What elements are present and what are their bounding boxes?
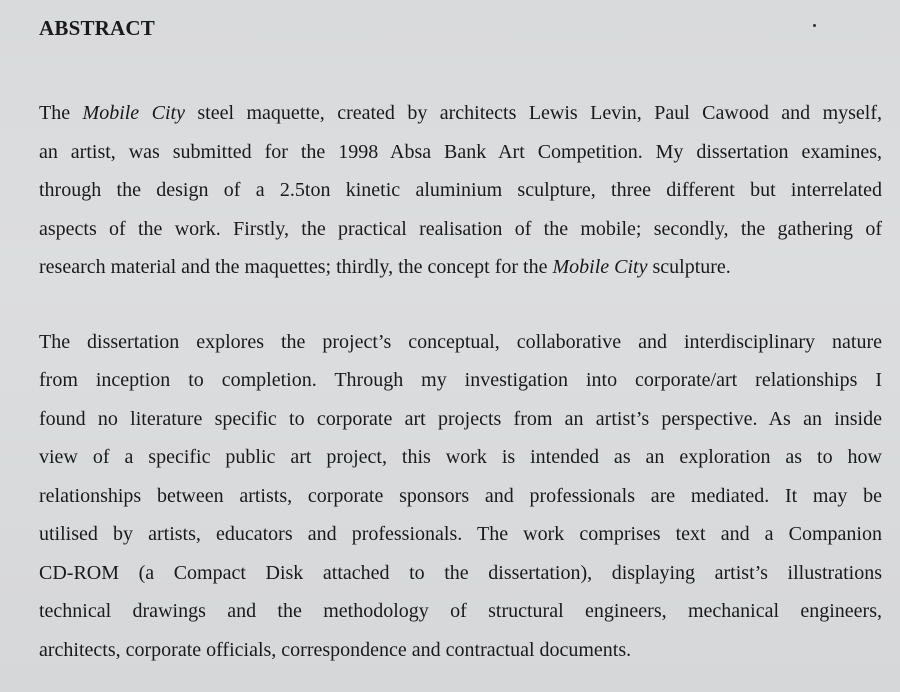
- abstract-paragraph-1: [39, 94, 882, 287]
- text-span: research material and the maquettes; thirdly, the concept for the: [39, 256, 553, 278]
- text-span: sculpture.: [647, 256, 731, 278]
- text-line: utilised by artists, educators and professionals. The work comprises text and a Companion: [39, 523, 882, 545]
- text-line: [39, 94, 882, 133]
- text-span: steel maquette, created by architects Lewis Levin, Paul Cawood and myself,: [184, 102, 882, 124]
- text-line: an artist, was submitted for the 1998 Absa Bank Art Competition. My dissertation examines,: [39, 140, 882, 163]
- text-line: through the design of a 2.5ton kinetic aluminium sculpture, three different but interrelated: [39, 179, 882, 201]
- text-line: [39, 248, 882, 287]
- text-span: The: [39, 102, 83, 124]
- text-line: found no literature specific to corporate art projects from an artist’s perspective. As an inside: [39, 407, 882, 430]
- ink-speck: [813, 24, 816, 27]
- text-line: architects, corporate officials, correspondence and contractual documents.: [39, 638, 632, 661]
- text-line: aspects of the work. Firstly, the practical realisation of the mobile; secondly, the gathering of: [39, 217, 882, 240]
- text-line: from inception to completion. Through my investigation into corporate/art relationships I: [39, 369, 882, 391]
- text-line: The dissertation explores the project’s conceptual, collaborative and interdisciplinary nature: [39, 330, 882, 353]
- abstract-paragraph-2: [39, 323, 882, 670]
- text-line: relationships between artists, corporate sponsors and professionals are mediated. It may be: [39, 484, 882, 507]
- italic-title: Mobile City: [82, 102, 185, 124]
- text-line: CD-ROM (a Compact Disk attached to the dissertation), displaying artist’s illustrations: [39, 561, 882, 584]
- italic-title: Mobile City: [552, 256, 648, 278]
- abstract-heading: ABSTRACT: [39, 16, 155, 40]
- text-line: view of a specific public art project, this work is intended as an exploration as to how: [39, 446, 882, 468]
- text-line: technical drawings and the methodology of structural engineers, mechanical engineers,: [39, 600, 882, 622]
